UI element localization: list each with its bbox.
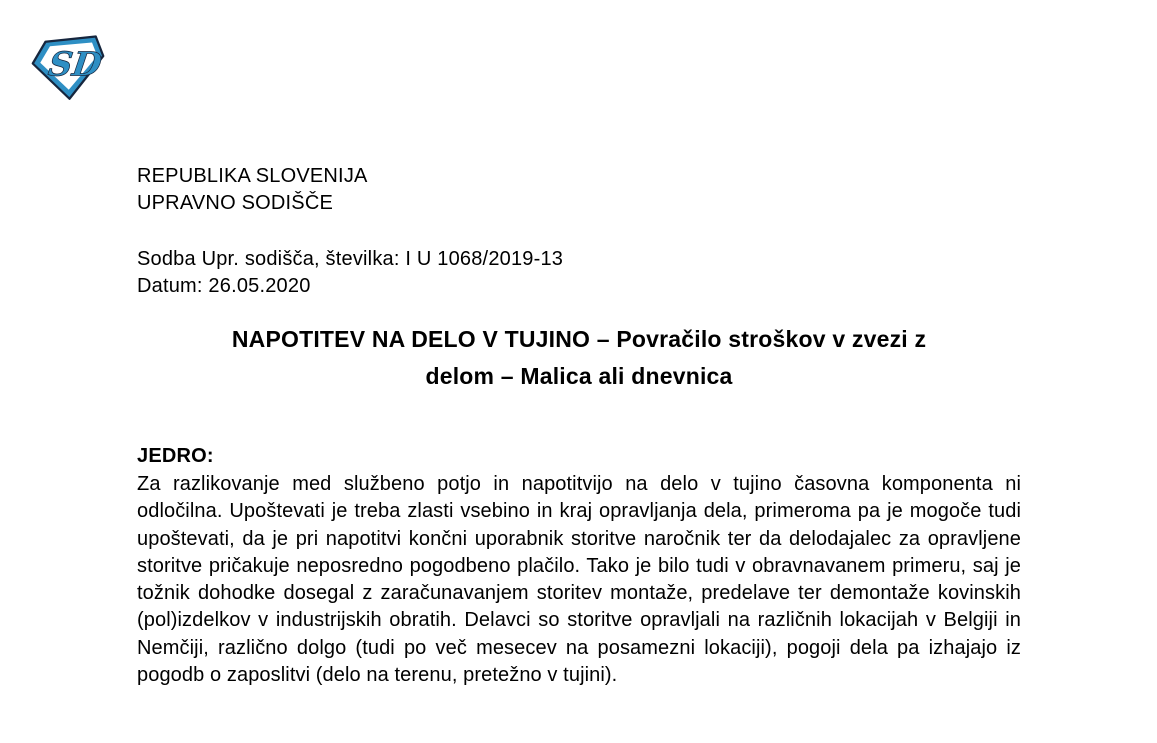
org-header-court: UPRAVNO SODIŠČE [137,192,333,214]
svg-text:SD: SD [46,44,105,84]
document-title [137,321,1021,395]
case-info [137,246,563,300]
summary-heading: JEDRO: [137,445,214,467]
document-title-line2: delom – Malica ali dnevnica [425,363,733,389]
org-header [137,163,368,217]
sd-shield-icon [30,35,106,101]
org-header-country: REPUBLIKA SLOVENIJA [137,165,368,187]
summary-body: Za razlikovanje med službeno potjo in napotitvijo na delo v tujino časovna komponenta ni odločilna. Upoštevati je treba zlasti vsebino in kraj opravljanja dela, primeroma pa je mogoče tudi upoštevati, da je pri napotitvi končni uporabnik storitve naročnik ter da delodajalec za opravljene storitve pričakuje neposredno pogodbeno plačilo. Tako je bilo tudi v obravnavanem primeru, saj je tožnik dohodke dosegal z zaračunavanjem storitev montaže, predelave ter demontaže kovinskih (pol)izdelkov v industrijskih obratih. Delavci so storitve opravljali na različnih lokacijah v Belgiji in Nemčiji, različno dolgo (tudi po več mesecev na posamezni lokaciji), pogoji dela pa izhajajo iz pogodb o zaposlitvi (delo na terenu, pretežno v tujini). [137,473,1021,687]
sd-court-logo [30,35,106,101]
case-reference: Sodba Upr. sodišča, številka: I U 1068/2019-13 [137,248,564,270]
case-date: Datum: 26.05.2020 [137,275,311,297]
document-title-line1: NAPOTITEV NA DELO V TUJINO – Povračilo stroškov v zvezi z [231,326,927,352]
